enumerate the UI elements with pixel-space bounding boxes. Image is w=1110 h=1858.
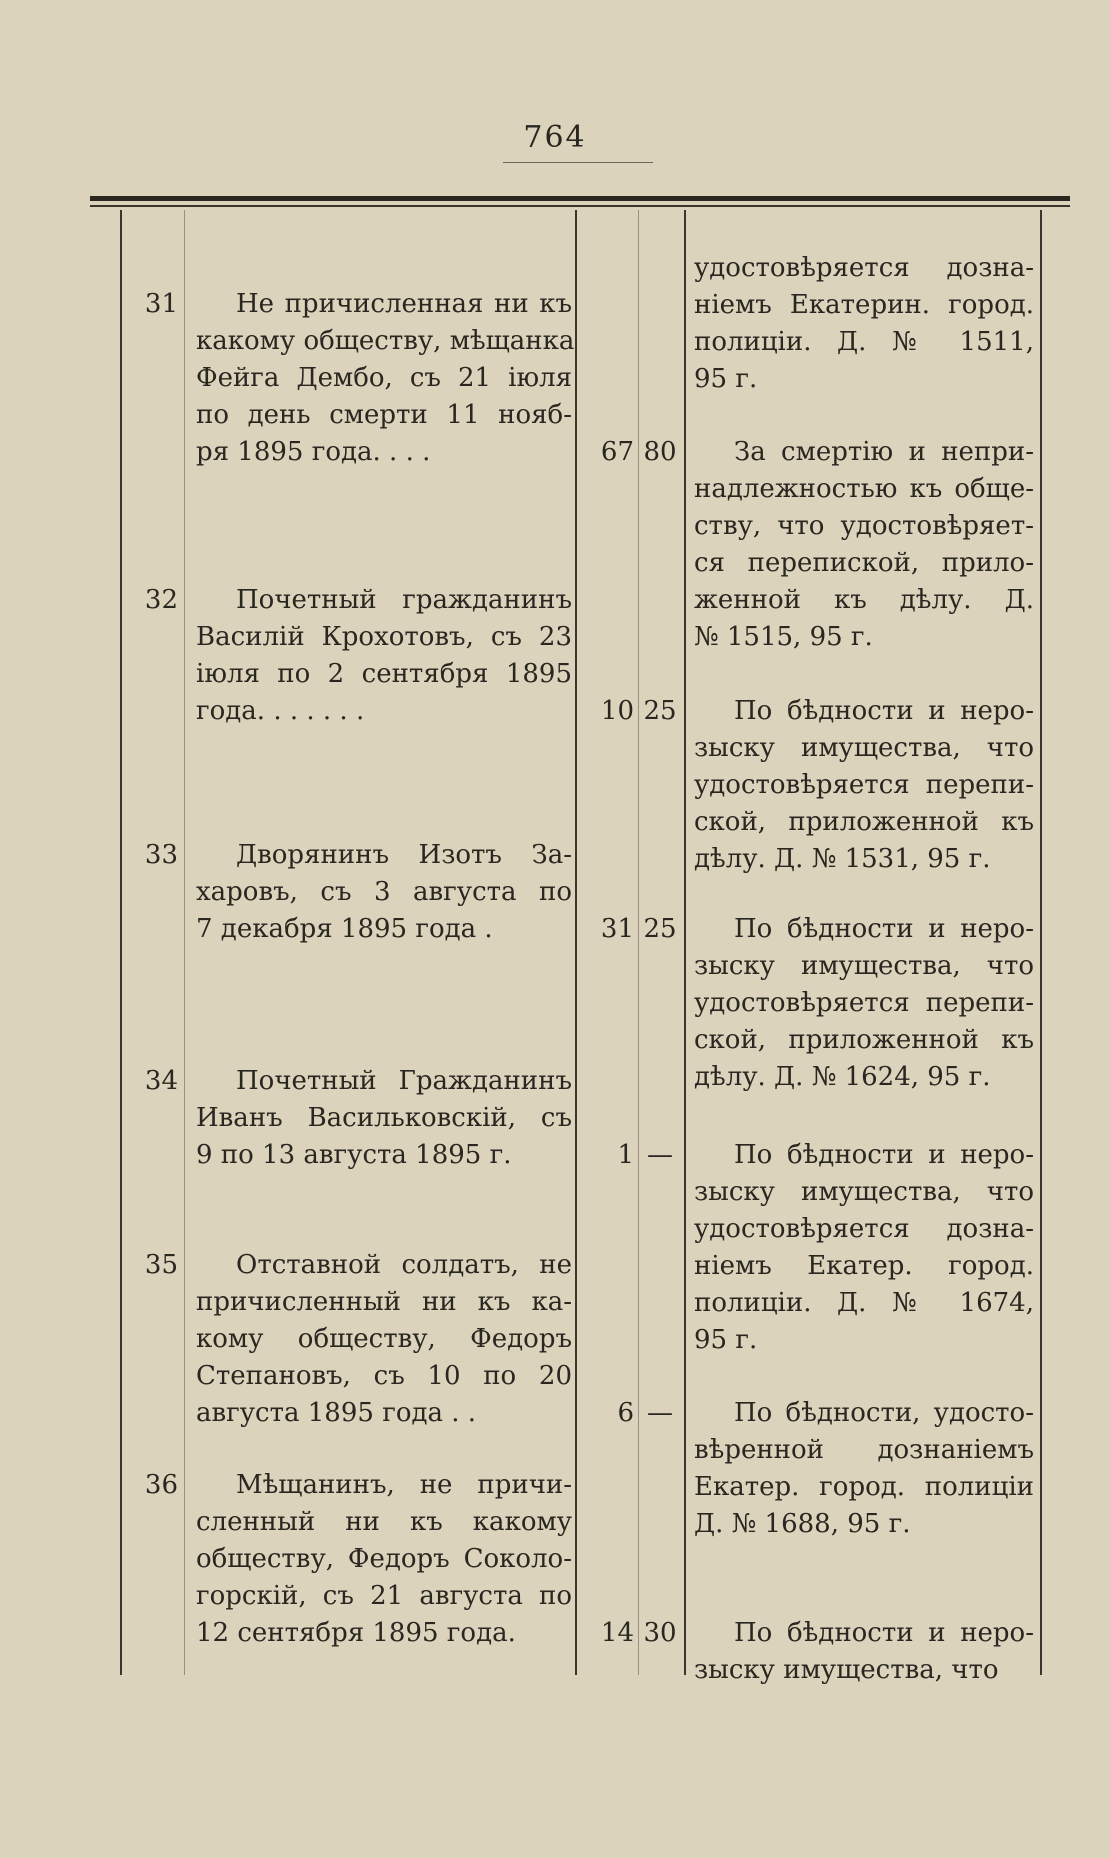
entry-note-line: За смертію и непри-: [734, 437, 1034, 467]
entry-name-line: горскій, съ 21 августа по: [196, 1581, 572, 1611]
entry-name-line: Отставной солдатъ, не: [236, 1250, 572, 1280]
entry-name-line: Почетный гражданинъ: [236, 585, 572, 615]
entry-note-line: дѣлу. Д. № 1624, 95 г.: [694, 1062, 991, 1092]
table-border-right: [1040, 210, 1042, 1675]
entry-note-line: удостовѣряется перепи-: [694, 770, 1034, 800]
entry-note-line: По бѣдности и неро-: [734, 696, 1034, 726]
entry-note-line: 95 г.: [694, 1325, 758, 1355]
entry-name-line: 12 сентября 1895 года.: [196, 1618, 516, 1648]
entry-name-line: обществу, Федоръ Соколо-: [196, 1544, 572, 1574]
entry-name-line: года. . . . . . .: [196, 696, 365, 726]
entry-note-line: вѣренной дознаніемъ: [694, 1435, 1034, 1465]
note-continued-line: 95 г.: [694, 364, 758, 394]
entry-number: 36: [144, 1470, 178, 1500]
entry-note-line: дѣлу. Д. № 1531, 95 г.: [694, 844, 991, 874]
column-divider-name: [575, 210, 577, 1675]
entry-note-line: удостовѣряется дозна-: [694, 1214, 1034, 1244]
entry-name-line: Степановъ, съ 10 по 20: [196, 1361, 572, 1391]
page-number-underline: [503, 162, 653, 163]
entry-note-line: По бѣдности и неро-: [734, 1140, 1034, 1170]
entry-name-line: Не причисленная ни къ: [236, 289, 572, 319]
entry-note-line: ской, приложенной къ: [694, 1025, 1034, 1055]
entry-note-line: ніемъ Екатер. город.: [694, 1251, 1034, 1281]
entry-name-line: Почетный Гражданинъ: [236, 1066, 572, 1096]
column-divider-rubles: [638, 210, 639, 1675]
entry-name-line: харовъ, съ 3 августа по: [196, 877, 572, 907]
entry-note-line: По бѣдности, удосто-: [734, 1398, 1034, 1428]
entry-name-line: Мѣщанинъ, не причи-: [236, 1470, 572, 1500]
table-border-left: [120, 210, 122, 1675]
entry-name-line: ря 1895 года. . . .: [196, 437, 431, 467]
note-continued-line: удостовѣряется дозна-: [694, 253, 1034, 283]
entry-name-line: 9 по 13 августа 1895 г.: [196, 1140, 512, 1170]
entry-note-line: ской, приложенной къ: [694, 807, 1034, 837]
entry-note-line: полиціи. Д. № 1674,: [694, 1288, 1034, 1318]
entry-number: 33: [144, 840, 178, 870]
amount-rubles: 10: [600, 696, 634, 726]
note-continued-line: ніемъ Екатерин. город.: [694, 290, 1034, 320]
entry-note-line: ся перепиской, прило-: [694, 548, 1034, 578]
amount-kopecks: —: [647, 1398, 673, 1428]
entry-note-line: зыску имущества, что: [694, 733, 1034, 763]
entry-name-line: Фейга Дембо, съ 21 іюля: [196, 363, 572, 393]
entry-note-line: Екатер. город. полиціи: [694, 1472, 1034, 1502]
entry-name-line: по день смерти 11 нояб-: [196, 400, 572, 430]
entry-name-line: сленный ни къ какому: [196, 1507, 572, 1537]
amount-rubles: 67: [600, 437, 634, 467]
entry-name-line: Василій Крохотовъ, съ 23: [196, 622, 572, 652]
amount-rubles: 14: [600, 1618, 634, 1648]
amount-rubles: 6: [617, 1398, 634, 1428]
amount-rubles: 31: [600, 914, 634, 944]
amount-kopecks: —: [647, 1140, 673, 1170]
amount-kopecks: 80: [643, 437, 677, 467]
entry-note-line: зыску имущества, что: [694, 951, 1034, 981]
entry-name-line: Иванъ Васильковскій, съ: [196, 1103, 572, 1133]
entry-note-line: Д. № 1688, 95 г.: [694, 1509, 911, 1539]
entry-name-line: августа 1895 года . .: [196, 1398, 477, 1428]
entry-note-line: № 1515, 95 г.: [694, 622, 873, 652]
amount-kopecks: 25: [643, 914, 677, 944]
entry-number: 34: [144, 1066, 178, 1096]
column-divider-number: [184, 210, 185, 1675]
entry-note-line: зыску имущества, что: [694, 1655, 999, 1685]
entry-note-line: По бѣдности и неро-: [734, 914, 1034, 944]
entry-number: 31: [144, 289, 178, 319]
entry-number: 35: [144, 1250, 178, 1280]
entry-name-line: Дворянинъ Изотъ За-: [236, 840, 572, 870]
entry-note-line: женной къ дѣлу. Д.: [694, 585, 1034, 615]
amount-kopecks: 25: [643, 696, 677, 726]
entry-note-line: ству, что удостовѣряет-: [694, 511, 1034, 541]
header-rule-thin: [90, 205, 1070, 207]
entry-name-line: іюля по 2 сентября 1895: [196, 659, 572, 689]
entry-note-line: надлежностью къ обще-: [694, 474, 1034, 504]
note-continued-line: полиціи. Д. № 1511,: [694, 327, 1034, 357]
entry-name-line: причисленный ни къ ка-: [196, 1287, 572, 1317]
entry-name-line: 7 декабря 1895 года .: [196, 914, 493, 944]
amount-kopecks: 30: [643, 1618, 677, 1648]
amount-rubles: 1: [617, 1140, 634, 1170]
page-number: 764: [523, 120, 587, 155]
entry-name-line: кому обществу, Федоръ: [196, 1324, 572, 1354]
entry-name-line: какому обществу, мѣщанка: [196, 326, 575, 356]
entry-number: 32: [144, 585, 178, 615]
header-rule-thick: [90, 196, 1070, 201]
column-divider-kopecks: [684, 210, 686, 1675]
entry-note-line: По бѣдности и неро-: [734, 1618, 1034, 1648]
entry-note-line: зыску имущества, что: [694, 1177, 1034, 1207]
entry-note-line: удостовѣряется перепи-: [694, 988, 1034, 1018]
